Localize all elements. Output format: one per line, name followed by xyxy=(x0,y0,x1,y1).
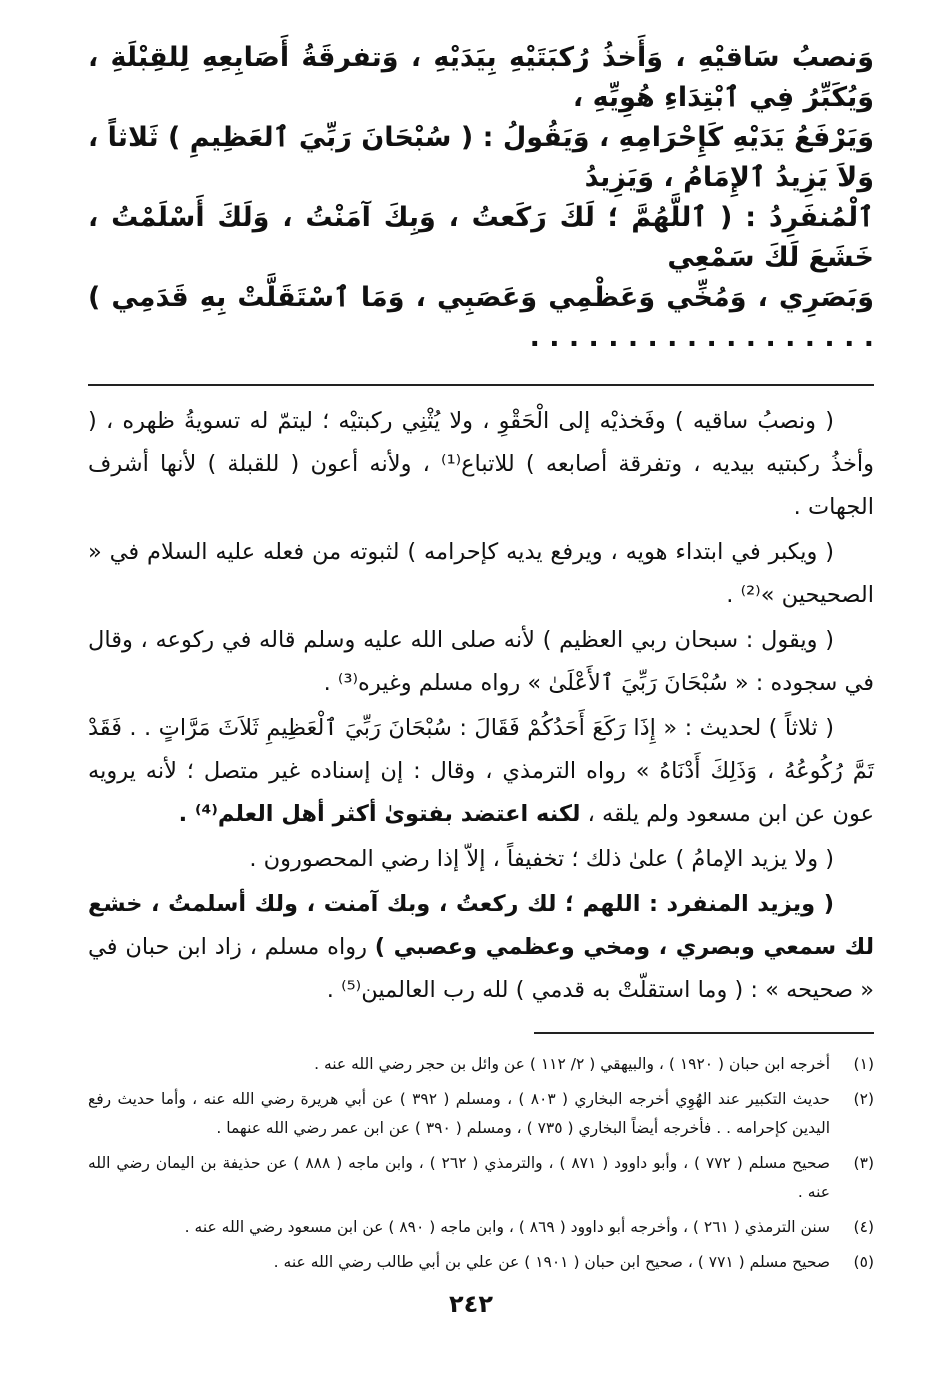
main-text-line-content: وَبَصَرِي ، وَمُخِّي وَعَظْمِي وَعَصَبِي ، وَمَا ٱسْتَقَلَّتْ بِهِ قَدَمِي ) . xyxy=(88,282,874,353)
commentary-paragraph: ( ونصبُ ساقيه ) وفَخذيْه إلى الْحَقْوِ ، ولا يُثْنِي ركبتيْه ؛ ليتمّ له تسويةُ ظهره ، ( وأخذُ ركبتيه بيديه ، وتفرقة أصابعه ) للاتباع⁽¹⁾ ، ولأنه أعون ( للقبلة ) لأنها أشرف الجهات . xyxy=(88,408,874,520)
section-divider xyxy=(88,384,874,386)
commentary-paragraph xyxy=(88,707,874,836)
footnote-text: سنن الترمذي ( ٢٦١ ) ، وأخرجه أبو داوود ( ٨٦٩ ) ، وابن ماجه ( ٨٩٠ ) عن ابن مسعود رضي الله عنه . xyxy=(184,1218,830,1236)
footnote xyxy=(88,1248,874,1277)
commentary-text: ( ثلاثاً ) لحديث : « إِذَا رَكَعَ أَحَدُكُمْ فَقَالَ : سُبْحَانَ رَبِّيَ ٱلْعَظِيمِ ثَلاَثَ مَرَّاتٍ . . فَقَدْ تَمَّ رُكُوعُهُ ، وَذَلِكَ أَدْنَاهُ » رواه الترمذي ، وقال : إن إسناده غير متصل ؛ لأنه يرويه عون عن ابن مسعود ولم يلقه ، xyxy=(88,715,874,827)
footnote xyxy=(88,1149,874,1207)
footnote-text: صحيح مسلم ( ٧٧٢ ) ، وأبو داوود ( ٨٧١ ) ، والترمذي ( ٢٦٢ ) ، وابن ماجه ( ٨٨٨ ) عن حذيفة بن اليمان رضي الله عنه . xyxy=(88,1154,831,1201)
main-text-line xyxy=(88,278,874,358)
footnote xyxy=(88,1050,874,1079)
commentary-paragraph: ( ولا يزيد الإمامُ ) علىٰ ذلك ؛ تخفيفاً ، إلاّ إذا رضي المحصورون . xyxy=(249,846,834,872)
footnote-number: (٢) xyxy=(853,1090,874,1108)
commentary-bold-text: لكنه اعتضد بفتوىٰ أكثر أهل العلم⁽⁴⁾ . xyxy=(178,801,581,827)
main-text-line: ٱلْمُنفَرِدُ : ( ٱللَّهُمَّ ؛ لَكَ رَكَعتُ ، وَبِكَ آمَنْتُ ، وَلَكَ أَسْلَمْتُ ، خَشَعَ لَكَ سَمْعِي xyxy=(88,202,874,273)
commentary-bold-text: ( ويزيد المنفرد : اللهم ؛ لك ركعتُ ، وبك آمنت ، ولك أسلمتُ ، خشع لك سمعي وبصري ، ومخي وعظمي وعصبي ) xyxy=(88,891,875,960)
footnote-number: (٤) xyxy=(853,1218,874,1236)
dotted-leader: . . . . . . . . . . . . . . . . . xyxy=(529,322,855,353)
commentary-paragraph: ( ويقول : سبحان ربي العظيم ) لأنه صلى الله عليه وسلم قاله في ركوعه ، وقال في سجوده : « سُبْحَانَ رَبِّيَ ٱلأَعْلَىٰ » رواه مسلم وغيره⁽³⁾ . xyxy=(88,627,874,696)
footnote-number: (٣) xyxy=(853,1154,874,1172)
footnote xyxy=(88,1213,874,1242)
commentary-paragraph: ( ويكبر في ابتداء هويه ، ويرفع يديه كإحرامه ) لثبوته من فعله عليه السلام في « الصحيحين »⁽²⁾ . xyxy=(88,539,874,608)
footnote-divider xyxy=(534,1032,874,1034)
footnote-number: (٥) xyxy=(853,1253,874,1271)
commentary-text: رواه مسلم ، زاد ابن حبان في « صحيحه » : ( وما استقلّتْ به قدمي ) لله رب العالمين⁽⁵⁾ . xyxy=(88,934,874,1003)
footnote-text: حديث التكبير عند الهُوِي أخرجه البخاري ( ٨٠٣ ) ، ومسلم ( ٣٩٢ ) عن أبي هريرة رضي الله عنه ، وأما حديث رفع اليدين كإحرامه . . فأخرجه أيضاً البخاري ( ٧٣٥ ) ، ومسلم ( ٣٩٠ ) عن ابن عمر رضي الله عنهما . xyxy=(88,1090,831,1137)
main-text-line: وَيَرْفَعُ يَدَيْهِ كَإِحْرَامِهِ ، وَيَقُولُ : ( سُبْحَانَ رَبِّيَ ٱلعَظِيمِ ) ثَلاثاً ، وَلاَ يَزِيدُ ٱلإِمَامُ ، وَيَزِيدُ xyxy=(88,122,874,193)
commentary-block xyxy=(88,400,874,1012)
footnote-text: صحيح مسلم ( ٧٧١ ) ، صحيح ابن حبان ( ١٩٠١ ) عن علي بن أبي طالب رضي الله عنه . xyxy=(273,1253,830,1271)
footnotes xyxy=(88,1050,874,1277)
commentary-paragraph xyxy=(88,883,874,1012)
main-text-block xyxy=(88,38,874,358)
footnote xyxy=(88,1085,874,1143)
footnote-text: أخرجه ابن حبان ( ١٩٢٠ ) ، والبيهقي ( ٢/ ١١٢ ) عن وائل بن حجر رضي الله عنه . xyxy=(314,1055,830,1073)
main-text-line: وَنصبُ سَاقيْهِ ، وَأَخذُ رُكبَتَيْهِ بِيَدَيْهِ ، وَتفرقَةُ أَصَابِعِهِ لِلقِبْلَةِ ، وَيُكَبِّرُ فِي ٱبْتِدَاءِ هُوِيِّهِ ، xyxy=(88,42,874,113)
footnote-number: (١) xyxy=(853,1055,874,1073)
page-number: ٢٤٢ xyxy=(449,1290,493,1318)
